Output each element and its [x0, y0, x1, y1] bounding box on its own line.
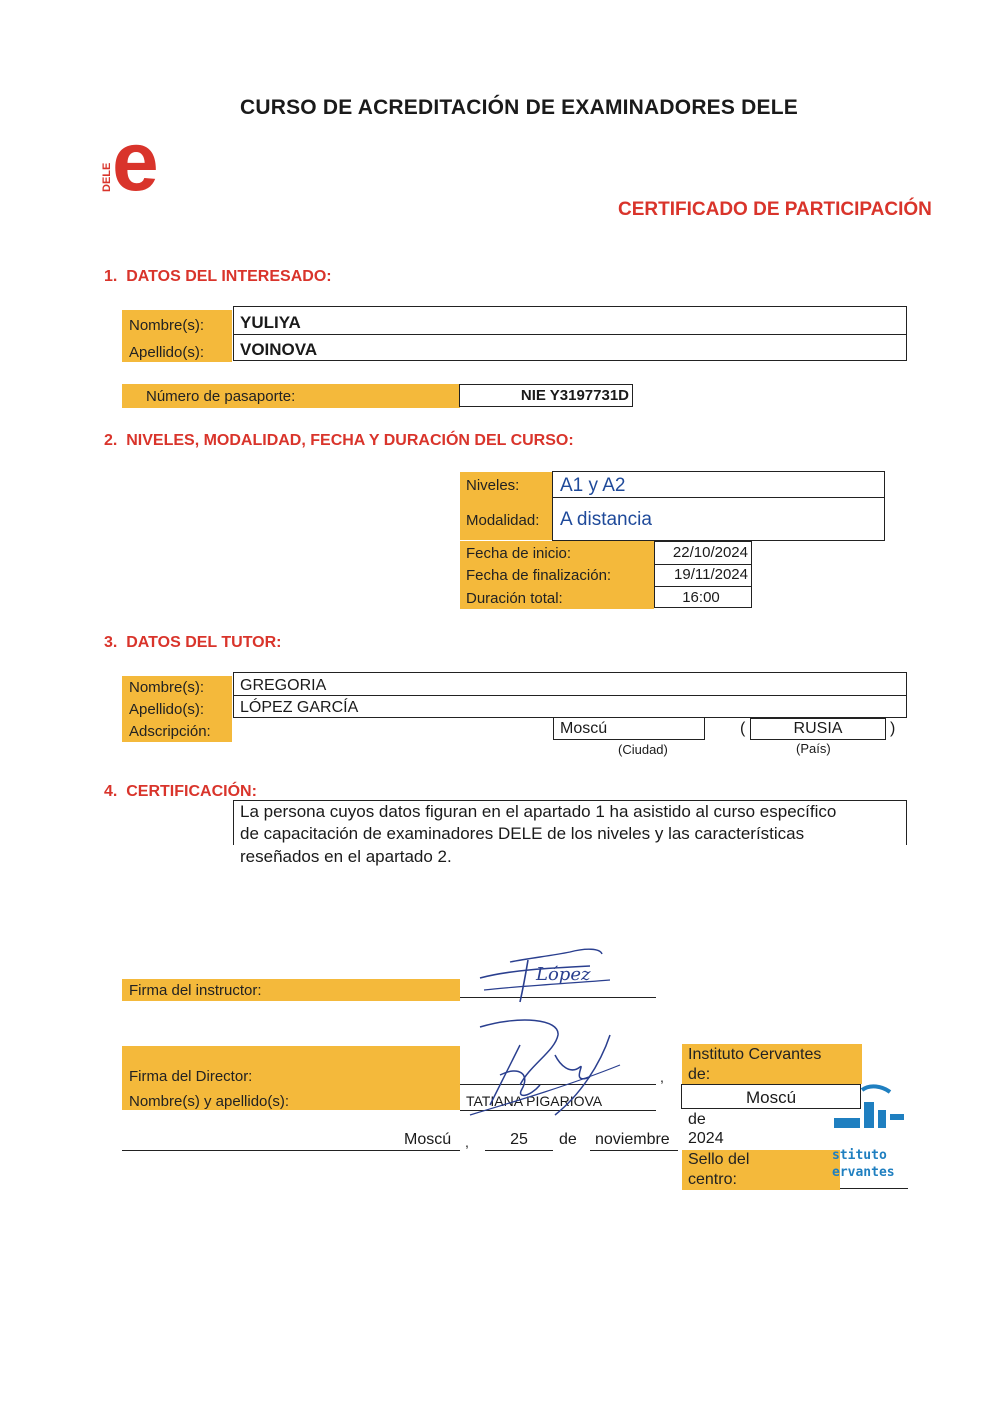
dele-logo-icon	[112, 118, 172, 198]
end-date-label: Fecha de finalización:	[466, 567, 612, 584]
divider	[233, 695, 907, 696]
end-date-value: 19/11/2024	[674, 566, 748, 583]
tutor-surname-value: LÓPEZ GARCÍA	[240, 699, 359, 716]
city-caption: (Ciudad)	[618, 742, 668, 757]
date-comma: ,	[465, 1134, 469, 1150]
director-name-value: TATIANA PIGARIOVA	[466, 1093, 603, 1109]
date-left-line	[122, 1150, 460, 1151]
dele-logo-text	[100, 134, 112, 194]
section-1-heading: 1. DATOS DEL INTERESADO:	[104, 268, 332, 285]
name-value: YULIYA	[240, 313, 301, 332]
start-date-value: 22/10/2024	[672, 544, 748, 561]
certification-text-line-1: La persona cuyos datos figuran en el apartado 1 ha asistido al curso específico	[240, 802, 837, 821]
stamp-line	[840, 1188, 908, 1189]
instructor-signature	[470, 940, 620, 1010]
name-label: Nombre(s):	[129, 317, 205, 334]
tutor-name-value: GREGORIA	[240, 677, 327, 694]
svg-text:DELE: DELE	[101, 162, 112, 192]
day-line	[485, 1150, 553, 1151]
svg-text:e: e	[112, 118, 159, 198]
signature-comma: ,	[660, 1069, 664, 1085]
divider	[233, 334, 907, 335]
city-value: Moscú	[560, 720, 608, 737]
start-date-label: Fecha de inicio:	[466, 545, 572, 562]
passport-value: NIE Y3197731D	[520, 387, 629, 404]
section-3-heading: 3. DATOS DEL TUTOR:	[104, 634, 282, 651]
duration-value: 16:00	[682, 589, 720, 606]
stamp-label-line-2: centro:	[688, 1171, 737, 1188]
tutor-name-label: Nombre(s):	[129, 679, 205, 696]
center-value: Moscú	[745, 1088, 797, 1107]
certificate-title: CERTIFICADO DE PARTICIPACIÓN	[618, 199, 932, 220]
mode-value: A distancia	[560, 509, 652, 530]
center-label-line-2: de:	[688, 1066, 711, 1083]
date-day: 25	[510, 1131, 528, 1148]
date-city: Moscú	[404, 1131, 452, 1148]
instructor-label: Firma del instructor:	[129, 982, 262, 999]
divider	[654, 586, 752, 587]
divider	[552, 497, 885, 498]
director-name-label: Nombre(s) y apellido(s):	[129, 1093, 290, 1110]
tutor-surname-label: Apellido(s):	[129, 701, 205, 718]
stamp-label-line-1: Sello del	[688, 1151, 750, 1168]
section-4-heading: 4. CERTIFICACIÓN:	[104, 783, 257, 800]
date-month: noviembre	[595, 1131, 670, 1148]
date-de-year: de	[688, 1111, 706, 1128]
surname-label: Apellido(s):	[129, 344, 205, 361]
date-year: 2024	[688, 1130, 724, 1147]
instituto-cervantes-stamp	[830, 1080, 922, 1180]
center-label-line-1: Instituto Cervantes	[688, 1046, 822, 1063]
open-paren: (	[740, 720, 746, 737]
section-2-heading: 2. NIVELES, MODALIDAD, FECHA Y DURACIÓN DEL CURSO:	[104, 432, 574, 449]
certification-text-line-2: de capacitación de examinadores DELE de los niveles y las características	[240, 824, 805, 843]
levels-label: Niveles:	[466, 477, 520, 494]
country-value: RUSIA	[793, 720, 843, 737]
director-signature	[460, 1005, 640, 1125]
date-de: de	[559, 1131, 577, 1148]
country-caption: (País)	[796, 741, 831, 756]
assignment-label: Adscripción:	[129, 723, 211, 740]
month-line	[590, 1150, 678, 1151]
director-label: Firma del Director:	[129, 1068, 253, 1085]
document-title: CURSO DE ACREDITACIÓN DE EXAMINADORES DELE	[240, 96, 798, 119]
svg-text:stituto: stituto	[832, 1148, 887, 1163]
duration-label: Duración total:	[466, 590, 563, 607]
passport-label: Número de pasaporte:	[146, 388, 296, 405]
svg-text:López: López	[536, 964, 591, 985]
mode-label: Modalidad:	[466, 512, 540, 529]
close-paren: )	[890, 720, 896, 737]
svg-text:ervantes: ervantes	[832, 1165, 895, 1180]
certification-text-line-3: reseñados en el apartado 2.	[240, 847, 452, 866]
divider	[654, 564, 752, 565]
levels-value: A1 y A2	[560, 475, 626, 496]
surname-value: VOINOVA	[240, 340, 318, 359]
